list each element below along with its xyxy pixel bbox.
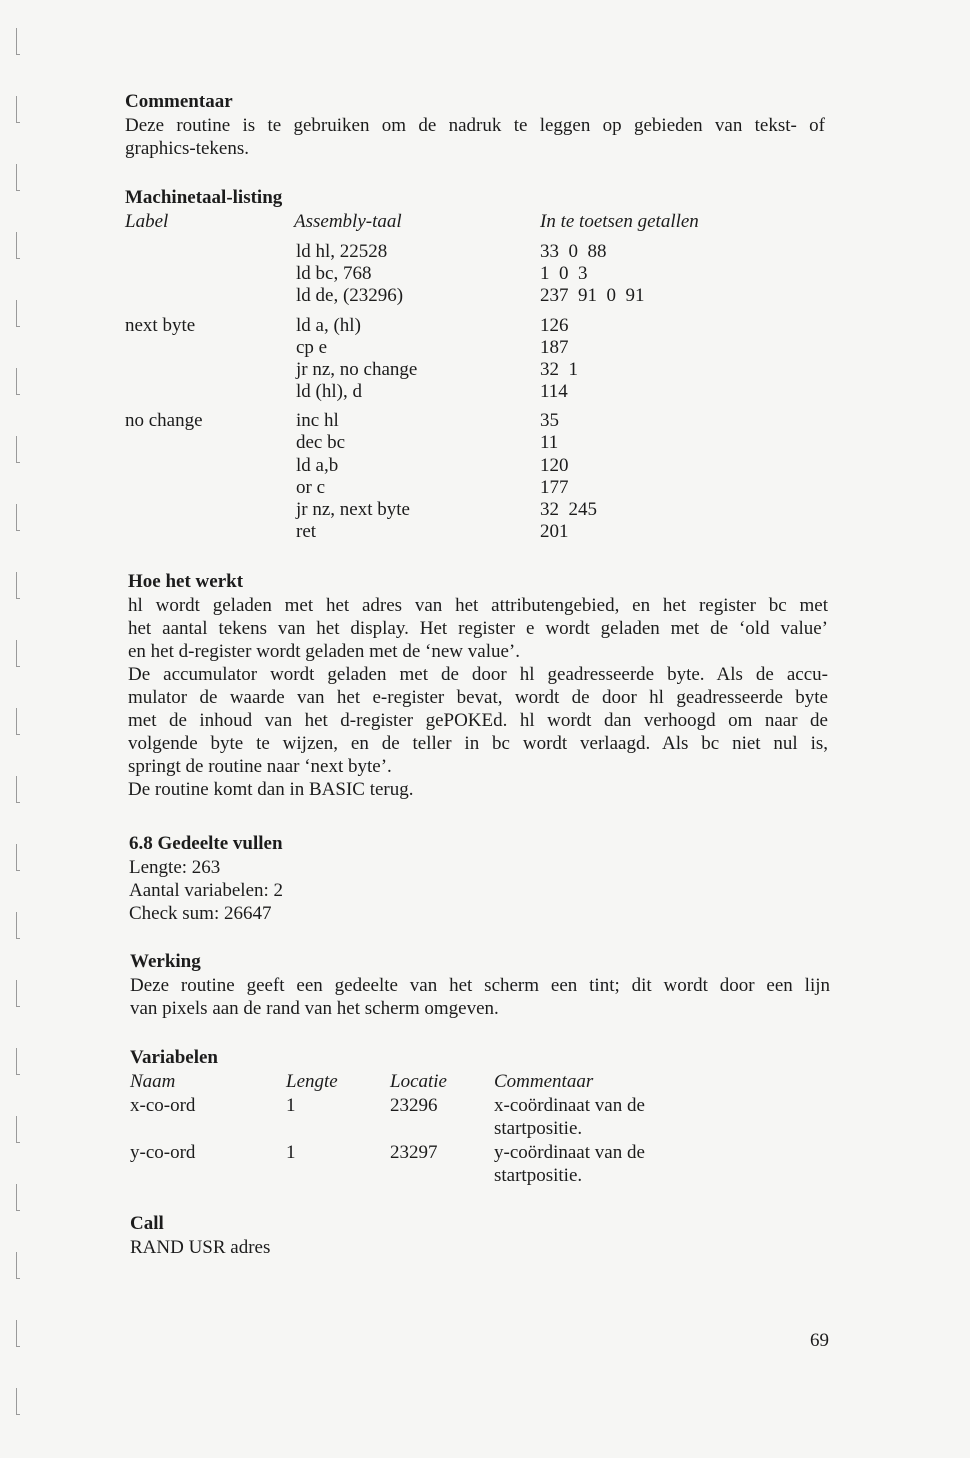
text-line: volgende byte te wijzen, en de teller in bc wordt verlaagd. Als bc niet nul is, xyxy=(128,733,828,754)
listing-num: 32 245 xyxy=(540,499,597,520)
text-line: De accumulator wordt geladen met de door hl geadresseerde byte. Als de accu- xyxy=(128,664,828,685)
listing-label: next byte xyxy=(125,315,196,336)
text-line: hl wordt geladen met het adres van het attributengebied, en het register bc met xyxy=(128,595,828,616)
variabelen-col-lengte: Lengte xyxy=(286,1071,338,1092)
listing-asm: jr nz, next byte xyxy=(296,499,410,520)
call-heading: Call xyxy=(130,1213,164,1234)
listing-num: 32 1 xyxy=(540,359,578,380)
listing-asm: ld (hl), d xyxy=(296,381,362,402)
listing-asm: jr nz, no change xyxy=(296,359,418,380)
listing-heading: Machinetaal-listing xyxy=(125,187,283,208)
listing-num: 120 xyxy=(540,455,569,476)
text-line: met de inhoud van het d-register gePOKEd. hl wordt dan verhoogd om naar de xyxy=(128,710,828,731)
hoe-het-werkt-heading: Hoe het werkt xyxy=(128,571,244,592)
section-6-8-variables: Aantal variabelen: 2 xyxy=(129,880,284,901)
listing-asm: ld hl, 22528 xyxy=(296,241,388,262)
werking-heading: Werking xyxy=(130,951,201,972)
variable-lengte: 1 xyxy=(286,1095,296,1116)
listing-asm: or c xyxy=(296,477,326,498)
variabelen-heading: Variabelen xyxy=(130,1047,218,1068)
text-line: De routine komt dan in BASIC terug. xyxy=(128,779,414,800)
listing-label: no change xyxy=(125,410,203,431)
listing-col-label: Label xyxy=(125,211,169,232)
section-6-8-heading: 6.8 Gedeelte vullen xyxy=(129,833,283,854)
commentaar-heading: Commentaar xyxy=(125,91,233,112)
text-line: het aantal tekens van het display. Het register e wordt geladen met de ‘old value’ xyxy=(128,618,828,639)
variabelen-col-commentaar: Commentaar xyxy=(494,1071,594,1092)
hoe-het-werkt-text xyxy=(128,594,828,801)
text-line: springt de routine naar ‘next byte’. xyxy=(128,756,392,777)
variable-lengte: 1 xyxy=(286,1142,296,1163)
listing-num: 33 0 88 xyxy=(540,241,607,262)
listing-num: 187 xyxy=(540,337,569,358)
section-6-8-length: Lengte: 263 xyxy=(129,857,221,878)
variable-commentaar: x-coördinaat van de xyxy=(494,1095,645,1116)
text-line: mulator de waarde van het e-register bevat, wordt de door hl geadresseerde byte xyxy=(128,687,828,708)
listing-asm: ret xyxy=(296,521,317,542)
variable-locatie: 23297 xyxy=(390,1142,438,1163)
listing-asm: dec bc xyxy=(296,432,346,453)
listing-asm: ld a, (hl) xyxy=(296,315,361,336)
listing-num: 35 xyxy=(540,410,559,431)
listing-num: 237 91 0 91 xyxy=(540,285,645,306)
listing-asm: ld de, (23296) xyxy=(296,285,404,306)
listing-col-assembly: Assembly-taal xyxy=(294,211,402,232)
listing-num: 201 xyxy=(540,521,569,542)
listing-num: 114 xyxy=(540,381,568,402)
commentaar-text xyxy=(125,114,825,160)
listing-asm: ld bc, 768 xyxy=(296,263,372,284)
text-line: van pixels aan de rand van het scherm omgeven. xyxy=(130,998,499,1019)
listing-asm: cp e xyxy=(296,337,328,358)
listing-num: 11 xyxy=(540,432,559,453)
listing-asm: ld a,b xyxy=(296,455,339,476)
text-line: Deze routine is te gebruiken om de nadruk te leggen op gebieden van tekst- of xyxy=(125,115,825,136)
listing-num: 1 0 3 xyxy=(540,263,588,284)
text-line: en het d-register wordt geladen met de ‘new value’. xyxy=(128,641,520,662)
text-line: Deze routine geeft een gedeelte van het scherm een tint; dit wordt door een lijn xyxy=(130,975,830,996)
werking-text xyxy=(130,974,830,1020)
call-text: RAND USR adres xyxy=(130,1237,271,1258)
page-number: 69 xyxy=(810,1330,829,1351)
listing-num: 126 xyxy=(540,315,569,336)
section-6-8-checksum: Check sum: 26647 xyxy=(129,903,272,924)
listing-col-numbers: In te toetsen getallen xyxy=(540,211,699,232)
variable-naam: x-co-ord xyxy=(130,1095,196,1116)
variable-commentaar: startpositie. xyxy=(494,1118,583,1139)
listing-asm: inc hl xyxy=(296,410,339,431)
variabelen-col-locatie: Locatie xyxy=(390,1071,447,1092)
variable-locatie: 23296 xyxy=(390,1095,438,1116)
variable-commentaar: startpositie. xyxy=(494,1165,583,1186)
variable-commentaar: y-coördinaat van de xyxy=(494,1142,645,1163)
variable-naam: y-co-ord xyxy=(130,1142,196,1163)
variabelen-col-naam: Naam xyxy=(130,1071,176,1092)
text-line: graphics-tekens. xyxy=(125,138,249,159)
listing-num: 177 xyxy=(540,477,569,498)
